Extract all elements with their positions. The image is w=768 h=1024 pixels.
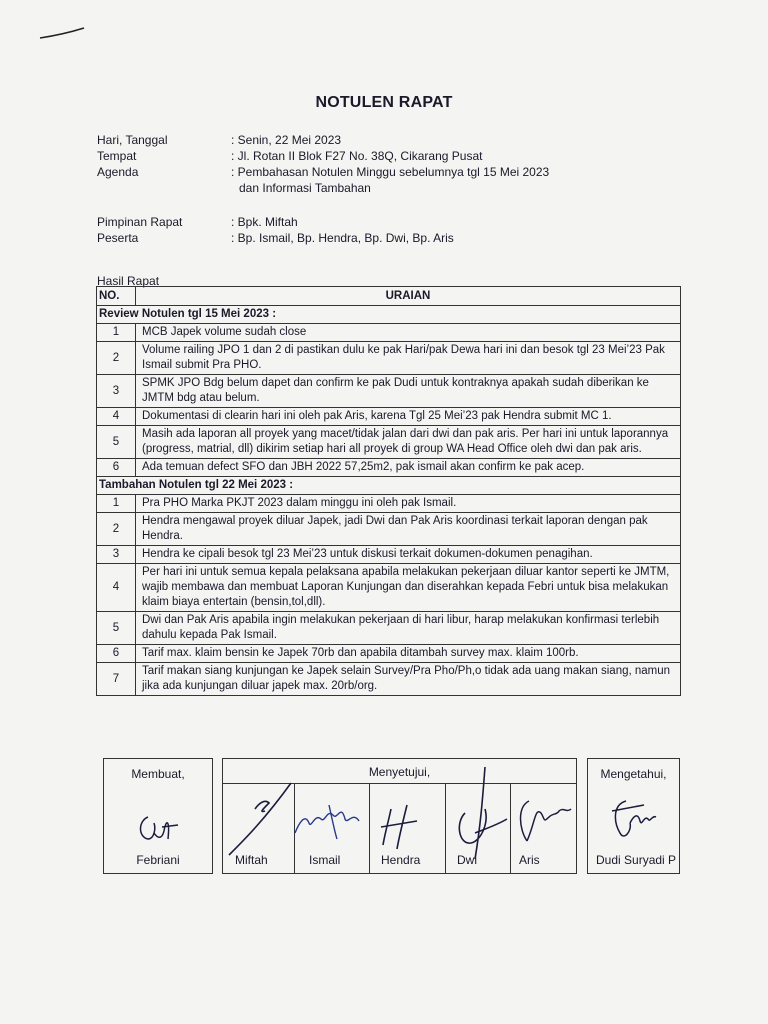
results-label: Hasil Rapat: [97, 274, 160, 288]
info-date-row: [97, 132, 651, 148]
info-label: Peserta: [97, 231, 139, 245]
section-title: Review Notulen tgl 15 Mei 2023 :: [97, 306, 681, 324]
table-row: [97, 342, 681, 375]
info-value: : Senin, 22 Mei 2023: [231, 133, 342, 147]
info-value: : Pembahasan Notulen Minggu sebelumnya tgl 15 Mei 2023: [231, 165, 550, 179]
info-value: : Bp. Ismail, Bp. Hendra, Bp. Dwi, Bp. Aris: [231, 231, 454, 245]
info-label: Hari, Tanggal: [97, 133, 168, 147]
table-row: [97, 459, 681, 477]
table-row: [97, 375, 681, 408]
info-value: : Jl. Rotan II Blok F27 No. 38Q, Cikarang Pusat: [231, 149, 483, 163]
signature-heading: Membuat,: [131, 767, 185, 781]
section-title: Tambahan Notulen tgl 22 Mei 2023 :: [97, 477, 681, 495]
column-header-no: NO.: [97, 287, 136, 306]
info-label: Agenda: [97, 165, 139, 179]
row-text: Volume railing JPO 1 dan 2 di pastikan dulu ke pak Hari/pak Dewa hari ini dan besok tgl 23 Mei’23 Pak Ismail submit Pra PHO.: [136, 342, 681, 375]
row-number: 5: [97, 612, 136, 645]
info-label: Pimpinan Rapat: [97, 215, 183, 229]
row-number: 2: [97, 513, 136, 546]
row-number: 2: [97, 342, 136, 375]
row-number: 6: [97, 645, 136, 663]
pen-mark-decoration: [38, 24, 88, 44]
info-value-continued: dan Informasi Tambahan: [239, 181, 371, 195]
row-text: Tarif makan siang kunjungan ke Japek selain Survey/Pra Pho/Ph,o tidak ada uang makan siang, namun jika ada kunjungan diluar japek max. 20rb/org.: [136, 663, 681, 696]
info-participants-row: [97, 230, 651, 246]
row-number: 1: [97, 495, 136, 513]
signature-febriani-drawing: [134, 809, 184, 849]
signature-aris-drawing: [513, 793, 575, 849]
info-place-row: [97, 148, 651, 164]
row-text: Pra PHO Marka PKJT 2023 dalam minggu ini oleh pak Ismail.: [136, 495, 681, 513]
signature-heading: Menyetujui,: [368, 765, 431, 779]
table-row: [97, 564, 681, 612]
row-number: 1: [97, 324, 136, 342]
signature-known-by: [587, 758, 680, 874]
row-number: 7: [97, 663, 136, 696]
minutes-table: [96, 286, 681, 696]
signature-name: Dwi: [457, 853, 477, 867]
table-row: [97, 324, 681, 342]
info-value: : Bpk. Miftah: [231, 215, 298, 229]
signature-heading: Mengetahui,: [600, 767, 667, 781]
signature-name: Febriani: [136, 853, 180, 867]
signature-name: Hendra: [381, 853, 421, 867]
column-header-uraian: URAIAN: [136, 287, 681, 306]
info-agenda-row: [97, 164, 651, 196]
signature-name: Aris: [519, 853, 540, 867]
row-number: 6: [97, 459, 136, 477]
table-row: [97, 408, 681, 426]
row-text: Ada temuan defect SFO dan JBH 2022 57,25m2, pak ismail akan confirm ke pak acep.: [136, 459, 681, 477]
signature-name: Ismail: [309, 853, 341, 867]
table-row: [97, 513, 681, 546]
signature-name: Miftah: [235, 853, 268, 867]
table-row: [97, 495, 681, 513]
row-number: 5: [97, 426, 136, 459]
row-text: SPMK JPO Bdg belum dapet dan confirm ke pak Dudi untuk kontraknya apakah sudah diberikan ke JMTM bdg atau belum.: [136, 375, 681, 408]
table-row: [97, 645, 681, 663]
signature-dwi-drawing: [445, 763, 513, 867]
row-text: Tarif max. klaim bensin ke Japek 70rb dan apabila ditambah survey max. klaim 100rb.: [136, 645, 681, 663]
row-number: 3: [97, 375, 136, 408]
row-text: Dwi dan Pak Aris apabila ingin melakukan pekerjaan di hari libur, harap melakukan konfirmasi terlebih dahulu kepada Pak Ismail.: [136, 612, 681, 645]
table-row: [97, 426, 681, 459]
row-number: 3: [97, 546, 136, 564]
signature-dudi-drawing: [604, 793, 670, 849]
row-text: Per hari ini untuk semua kepala pelaksana apabila melakukan pekerjaan diluar kantor seperti ke JMTM, wajib membawa dan membuat Laporan Kunjungan dan diserahkan kepada Febri untuk bisa melakukan klaim biaya entertain (bensin,tol,dll).: [136, 564, 681, 612]
info-leader-row: [97, 214, 651, 230]
signature-ismail-drawing: [289, 793, 371, 849]
table-row: [97, 612, 681, 645]
row-text: Hendra mengawal proyek diluar Japek, jadi Dwi dan Pak Aris koordinasi terkait laporan dengan pak Hendra.: [136, 513, 681, 546]
row-number: 4: [97, 564, 136, 612]
document-title: NOTULEN RAPAT: [315, 94, 453, 111]
row-number: 4: [97, 408, 136, 426]
table-row: [97, 663, 681, 696]
table-row: [97, 546, 681, 564]
signature-approved-by: [222, 758, 577, 874]
signature-made-by: [103, 758, 213, 874]
signature-name: Dudi Suryadi P: [596, 853, 677, 867]
info-label: Tempat: [97, 149, 137, 163]
row-text: Hendra ke cipali besok tgl 23 Mei’23 untuk diskusi terkait dokumen-dokumen penagihan.: [136, 546, 681, 564]
row-text: Dokumentasi di clearin hari ini oleh pak Aris, karena Tgl 25 Mei’23 pak Hendra submit MC 1.: [136, 408, 681, 426]
meeting-info: [97, 132, 651, 246]
row-text: Masih ada laporan all proyek yang macet/tidak jalan dari dwi dan pak aris. Per hari ini untuk laporannya (progress, matrial, dll) dikirim setiap hari all proyek di group WA Head Office oleh dwi dan pak aris.: [136, 426, 681, 459]
signature-hendra-drawing: [373, 797, 433, 857]
row-text: MCB Japek volume sudah close: [136, 324, 681, 342]
